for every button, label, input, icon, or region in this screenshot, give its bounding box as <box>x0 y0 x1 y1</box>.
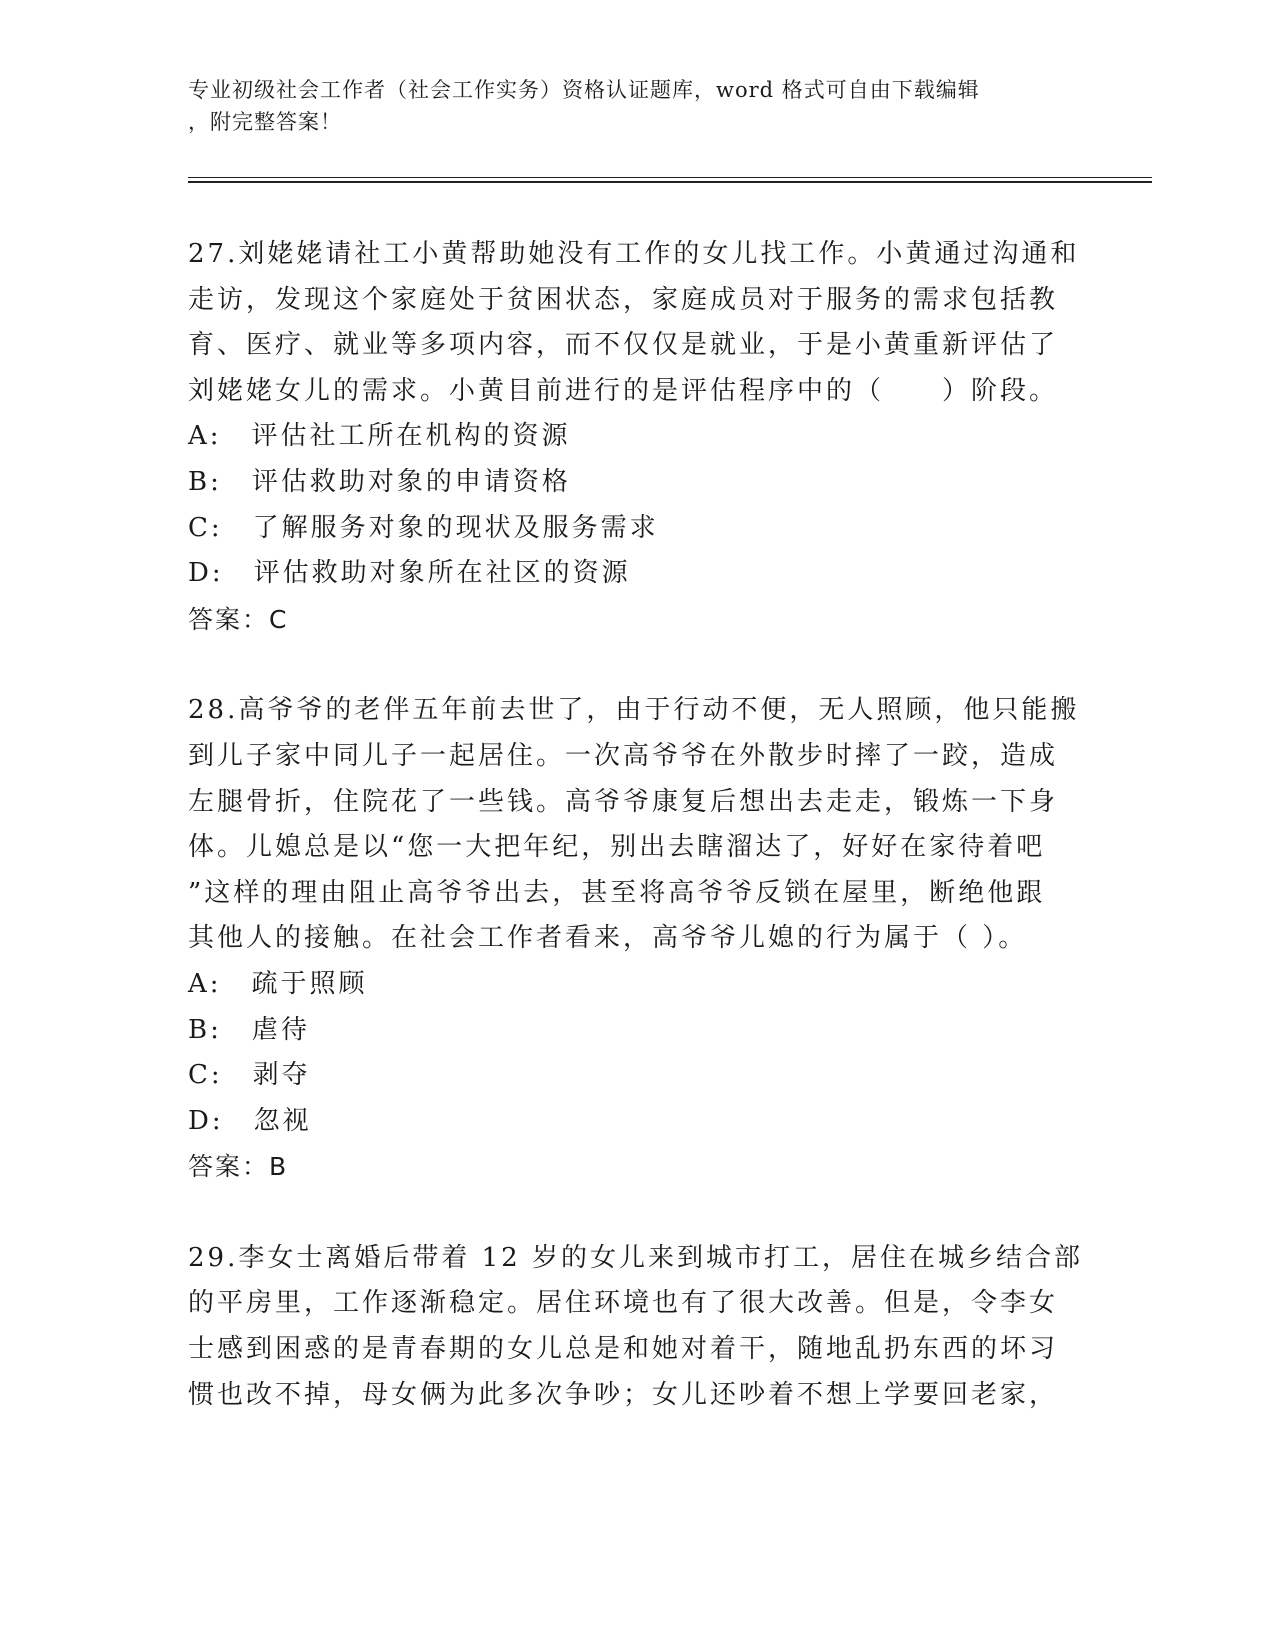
option-letter: B: <box>188 466 222 497</box>
option-letter: B: <box>188 1014 222 1045</box>
option-a <box>188 414 1088 460</box>
stem-line: 体。儿媳总是以“您一大把年纪，别出去瞎溜达了，好好在家待着吧 <box>188 832 1046 863</box>
header-line-1: 专业初级社会工作者（社会工作实务）资格认证题库，word 格式可自由下载编辑 <box>188 78 980 102</box>
question-29 <box>188 1236 1088 1418</box>
stem-line: 走访，发现这个家庭处于贫困状态，家庭成员对于服务的需求包括教 <box>188 284 1059 315</box>
option-letter: C: <box>188 1060 223 1091</box>
stem-line: 左腿骨折，住院花了一些钱。高爷爷康复后想出去走走，锻炼一下身 <box>188 786 1059 817</box>
option-a <box>188 962 1088 1008</box>
option-d <box>188 1099 1088 1145</box>
question-28 <box>188 688 1088 1190</box>
stem-line: 高爷爷的老伴五年前去世了，由于行动不便，无人照顾，他只能搬 <box>238 695 1080 726</box>
option-letter: C: <box>188 512 223 543</box>
option-b <box>188 460 1088 506</box>
stem-line: 士感到困惑的是青春期的女儿总是和她对着干，随地乱扔东西的坏习 <box>188 1334 1059 1365</box>
question-stem <box>188 232 1088 414</box>
question-number: 28. <box>188 695 239 726</box>
option-text: 评估救助对象的申请资格 <box>251 466 571 497</box>
stem-line: 到儿子家中同儿子一起居住。一次高爷爷在外散步时摔了一跤，造成 <box>188 740 1059 771</box>
option-text: 评估社工所在机构的资源 <box>251 421 571 452</box>
header-divider-thick <box>188 181 1152 183</box>
option-text: 剥夺 <box>252 1060 311 1091</box>
question-list <box>188 232 1088 1464</box>
option-text: 忽视 <box>253 1105 312 1136</box>
answer-line: 答案：C <box>188 604 289 634</box>
header-line-2: ，附完整答案！ <box>188 110 342 134</box>
option-c <box>188 506 1088 552</box>
header-divider-thin <box>188 177 1152 178</box>
question-27 <box>188 232 1088 642</box>
option-text: 评估救助对象所在社区的资源 <box>253 558 631 589</box>
question-number: 27. <box>188 239 239 269</box>
stem-line: 李女士离婚后带着 12 岁的女儿来到城市打工，居住在城乡结合部 <box>238 1242 1083 1273</box>
stem-line: 惯也改不掉，母女俩为此多次争吵；女儿还吵着不想上学要回老家， <box>188 1379 1059 1410</box>
question-number: 29. <box>188 1242 239 1273</box>
stem-line: 育、医疗、就业等多项内容，而不仅仅是就业，于是小黄重新评估了 <box>188 330 1059 361</box>
document-header <box>188 74 1068 138</box>
option-text: 疏于照顾 <box>251 968 368 999</box>
stem-line: 其他人的接触。在社会工作者看来，高爷爷儿媳的行为属于（ ）。 <box>188 923 1028 954</box>
stem-line: 的平房里，工作逐渐稳定。居住环境也有了很大改善。但是，令李女 <box>188 1288 1059 1319</box>
option-letter: D: <box>188 558 224 589</box>
option-letter: A: <box>188 421 222 452</box>
option-letter: A: <box>188 968 222 999</box>
option-c <box>188 1053 1088 1099</box>
option-letter: D: <box>188 1105 224 1136</box>
question-stem <box>188 1236 1088 1418</box>
option-b <box>188 1008 1088 1054</box>
answer-line: 答案：B <box>188 1152 289 1182</box>
option-d <box>188 551 1088 597</box>
option-text: 虐待 <box>251 1014 310 1045</box>
option-text: 了解服务对象的现状及服务需求 <box>252 512 659 543</box>
stem-line: 刘姥姥请社工小黄帮助她没有工作的女儿找工作。小黄通过沟通和 <box>238 239 1080 269</box>
stem-line: ”这样的理由阻止高爷爷出去，甚至将高爷爷反锁在屋里，断绝他跟 <box>188 877 1046 908</box>
stem-line: 刘姥姥女儿的需求。小黄目前进行的是评估程序中的（ ）阶段。 <box>188 375 1059 406</box>
question-stem <box>188 688 1088 962</box>
